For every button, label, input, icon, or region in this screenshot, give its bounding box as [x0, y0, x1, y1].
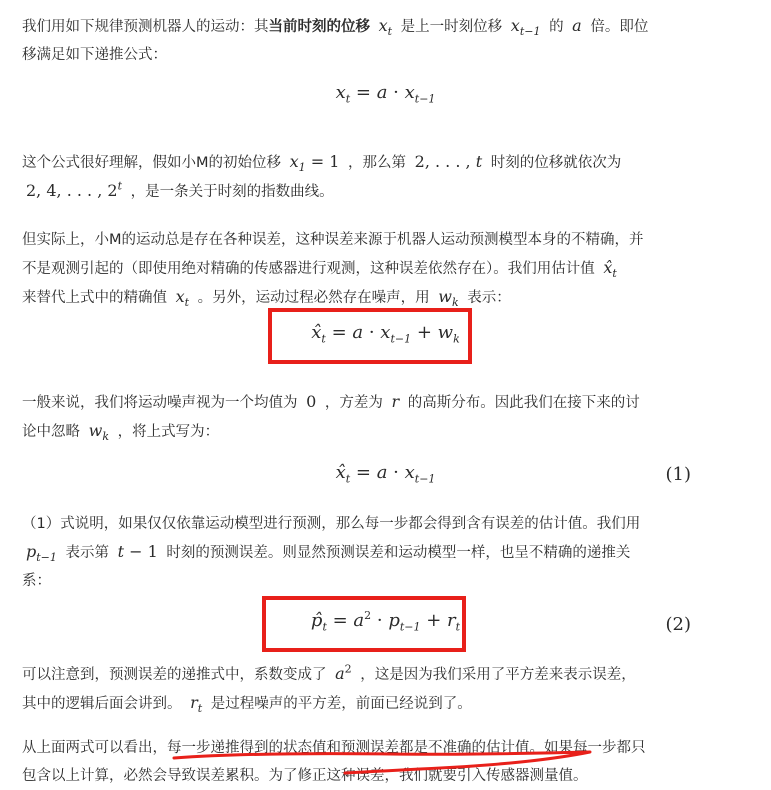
paragraph-coefficient: 可以注意到，预测误差的递推式中，系数变成了 $a^2$ ，这是因为我们采用了平方差来表示误差， 其中的逻辑后面会讲到。 $r_t$ 是过程噪声的平方差，前面已经说到了。	[22, 662, 636, 716]
underlined-phrase: 每一步递推得到的状态值和预测误差都是不准确的估计值	[167, 740, 530, 756]
equation-with-noise: $x̂_t = a \cdot x_{t-1} + w_k$	[311, 322, 460, 346]
bold-phrase: 当前时刻的位移	[268, 19, 370, 35]
math-xt: $x_t$	[378, 16, 393, 39]
paragraph-intro: 我们用如下规律预测机器人的运动：其当前时刻的位移 $x_t$ 是上一时刻位移 $x_{t-1}$ 的 a 倍。即位 移满足如下递推公式：	[22, 16, 649, 63]
equation-basic: $x_t = a \cdot x_{t-1}$	[335, 82, 436, 106]
math-rt: $r_t$	[190, 693, 203, 716]
paragraph-prediction-error: （1）式说明，如果仅仅依靠运动模型进行预测，那么每一步都会得到含有误差的估计值。我们用 $p_{t-1}$ 表示第 t − 1 时刻的预测误差。则显然预测误差和运动模型一样，也呈不精确的递推关 系：	[22, 516, 641, 589]
math-x1-equals-1: $x_1 = 1$	[289, 152, 340, 175]
math-r: r	[391, 392, 400, 411]
paragraph-explanation: 这个公式很好理解，假如小M的初始位移 $x_1 = 1$ ，那么第 2, . . . , t 时刻的位移就依次为 2, 4, . . . , 2$^t$ ，是一条关于时刻的指数曲线。	[22, 152, 622, 200]
math-zero: 0	[306, 392, 317, 411]
math-xhat-t: $x̂_t$	[603, 258, 617, 281]
equation-2-number: (2)	[665, 614, 691, 635]
paragraph-conclusion: 从上面两式可以看出，每一步递推得到的状态值和预测误差都是不准确的估计值。如果每一步都只 包含以上计算，必然会导致误差累积。为了修正这种误差，我们就要引入传感器测量值。	[22, 740, 646, 784]
math-wk-ignore: $w_k$	[88, 421, 109, 444]
math-sequence: 2, 4, . . . , 2$^t$	[26, 179, 122, 200]
math-xt-1: $x_{t-1}$	[510, 16, 541, 39]
math-2-to-t: 2, . . . , t	[414, 152, 483, 171]
math-xt-exact: $x_t$	[175, 287, 190, 310]
math-pt-1: $p_{t-1}$	[26, 542, 57, 565]
paragraph-error-source: 但实际上，小M的运动总是存在各种误差，这种误差来源于机器人运动预测模型本身的不精确，并 不是观测引起的（即使用绝对精确的传感器进行观测，这种误差依然存在）。我们用估计值 $x̂_t$ 来替代上式中的精确值 $x_t$ 。另外，运动过程必然存在噪声，用 $w_k$ 表示：	[22, 232, 644, 310]
equation-2: $p̂_t = a^2 \cdot p_{t-1} + r_t$	[310, 609, 461, 634]
red-underline-stroke	[170, 748, 600, 778]
math-t-minus-1: t − 1	[117, 542, 158, 561]
math-a-squared: $a^2$	[335, 662, 352, 683]
equation-1-number: (1)	[665, 464, 691, 485]
math-a: a	[572, 16, 582, 35]
equation-1: $x̂_t = a \cdot x_{t-1}$	[335, 462, 436, 486]
math-wk: $w_k$	[438, 287, 459, 310]
paragraph-gaussian: 一般来说，我们将运动噪声视为一个均值为 0 ，方差为 r 的高斯分布。因此我们在接下来的讨 论中忽略 $w_k$ ，将上式写为：	[22, 392, 640, 444]
